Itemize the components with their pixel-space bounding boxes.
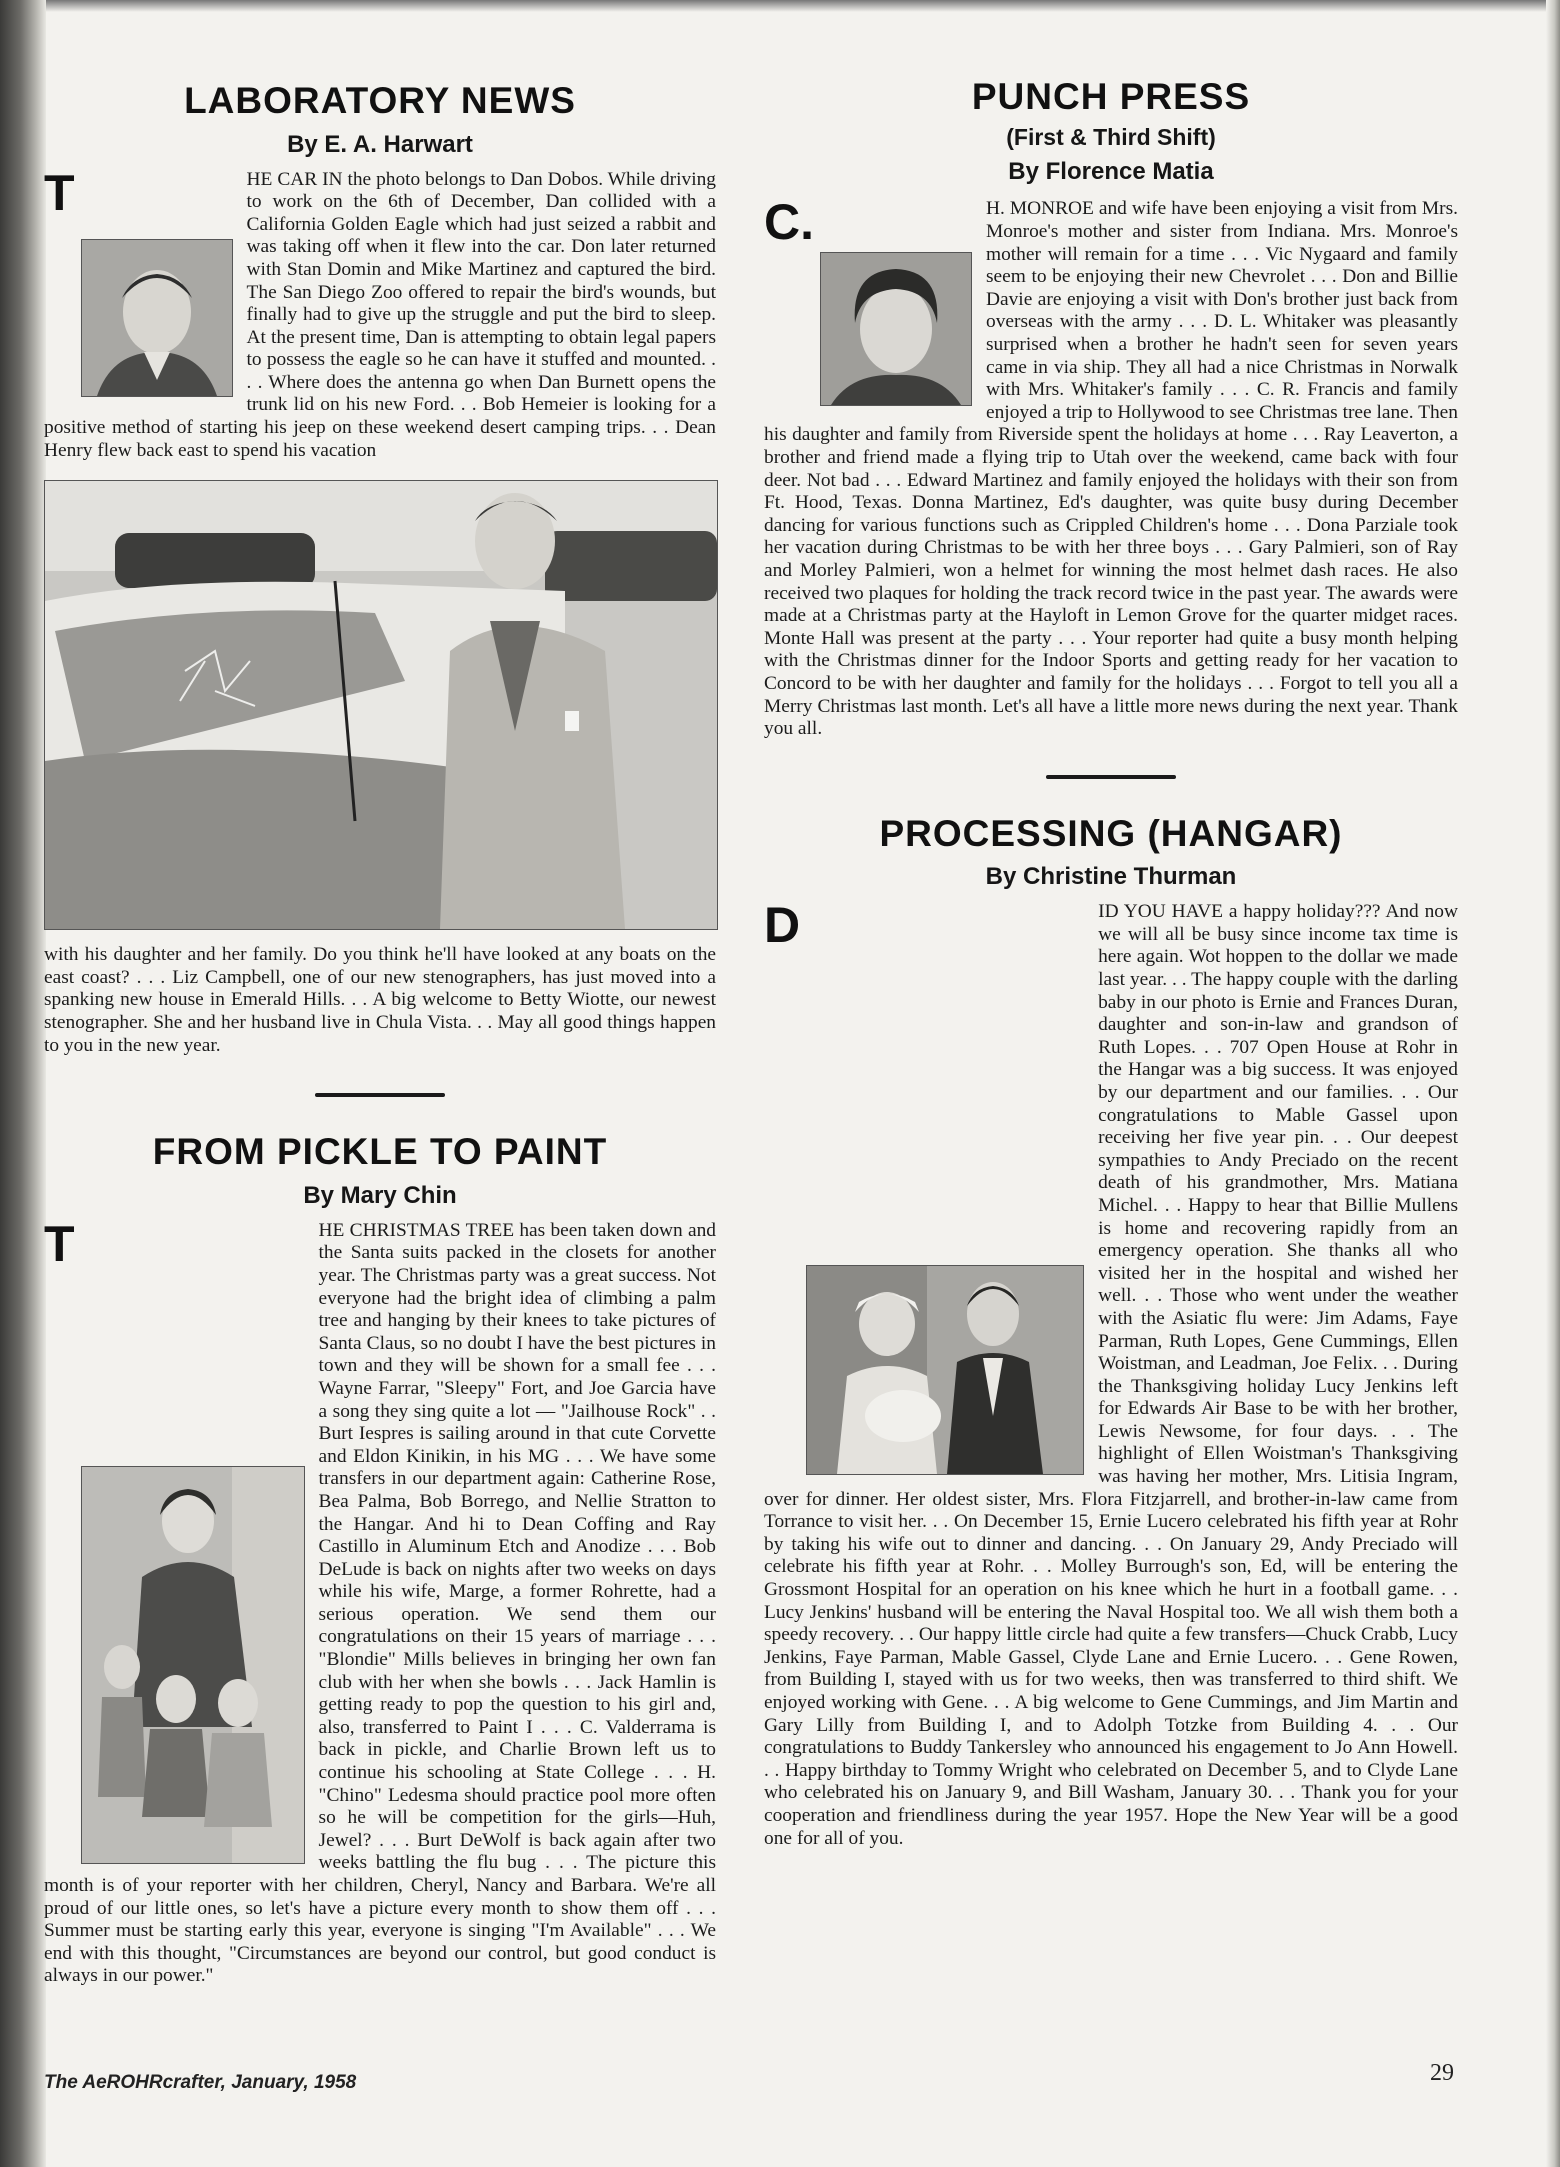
page-right-edge [1546, 0, 1560, 2167]
drop-cap: D [764, 897, 801, 954]
article-byline: By Mary Chin [303, 1181, 457, 1209]
article-text: HE CHRISTMAS TREE has been taken down and the Santa suits packed in the closets for another year. The Christmas party was a great success. Not everyone had the bright idea of climbing a palm tree and hanging by their knees to take pictures of Santa Claus, so no doubt I have the best pictures in town and they will be shown for a small fee . . . Wayne Farrar, "Sleepy" Fort, and Joe Garcia have a song they sing quite a lot — "Jailhouse Rock" . . Burt Iespres is sailing around in that cute Corvette and Eldon Kinikin, in his MG . . . We have some transfers in our department again: Catherine Rose, Bea Palma, Bob Borrego, and Nellie Stratton to the Hangar. And hi to Dean Coffing and Ray Castillo in Aluminum Etch and Anodize . . . Bob DeLude is back on nights after two weeks on days while his wife, Marge, a former Rohrette, had a serious operation. We send them our congratulations on their 15 years of marriage . . . "Blondie" Mills believes in bringing her own fan club with her when she bowls . . . Jack Hamlin is getting ready to pop the question to his girl and, also, transferred to Paint I . . . C. Valderrama is back in pickle, and Charlie Brown left us to continue his schooling at State College . . . H. "Chino" Ledesma should practice pool more often so he will be competition for the girls—Huh, Jewel? . . . Burt DeWolf is back again after two weeks battling the flu bug . . . The picture this month is of your reporter with her children, Cheryl, Nancy and Barbara. We're all proud of our little ones, so let's have a picture every month to show them off . . . Summer must be starting early this year, everyone is singing "I'm Available" . . . We end with this thought, "Circumstances are beyond our control, but good conduct is always in our power." [44, 1219, 716, 1987]
drop-cap: T [44, 164, 75, 221]
article-text: ID YOU HAVE a happy holiday??? And now we will all be busy since income tax time is here again. Wot hoppen to the dollar we made last year. . . The happy couple with the darling baby in our photo is Ernie and Frances Duran, daughter and son-in-law and grandson of Ruth Lopes. . . 707 Open House at Rohr in the Hangar was a big success. It was enjoyed by our department and our families. . . Our congratulations to Mable Gassel upon receiving her five year pin. . . Our deepest sympathies to Andy Preciado on the recent death of his grandmother, Mrs. Matiana Michel. . . Happy to hear that Billie Mullens is home and recovering rapidly from an emergency operation. She thanks all who visited her in the hospital and wished her well. . . Those who went under the weather with the Asiatic flu were: Jim Adams, Faye Parman, Ruth Lopes, Gene Cummings, Ellen Woistman, and Leadman, Joe Felix. . . During the Thanksgiving holiday Lucy Jenkins left for Edwards Air Base to be with her brother, Lewis Newsome, for four days. . . The highlight of Ellen Woistman's Thanksgiving was having her mother, Mrs. Litisia Ingram, over for dinner. Her oldest sister, Mrs. Flora Fitzjarrell, and brother-in-law came from Torrance to visit her. . . On December 15, Ernie Lucero celebrated his fifth year at Rohr by taking his wife out to dinner and dancing. . . On January 29, Andy Preciado will celebrate his fifth year at Rohr. . . Molley Burrough's son, Ed, will be entering the Grossmont Hospital for an operation on his knee which he hurt in a football game. . . Lucy Jenkins' husband will be entering the Naval Hospital too. We all wish them both a speedy recovery. . . Our happy little circle had quite a few transfers—Chuck Crabb, Lucy Jenkins, Faye Parman, Mable Gassel, Clyde Lane and Ernie Lucero. . . Gene Rowen, from Building I, stayed with us for two weeks, then was transferred to third shift. We enjoyed working with Gene. . . A big welcome to Gene Cummings, and Jim Martin and Gary Lilly from Building I, and to Adolph Totzke from Building 4. . . Our congratulations to Buddy Tankersley who announced his engagement to Jo Ann Howell. . . Happy birthday to Tommy Wright who celebrated on December 5, and to Clyde Lane who celebrated his on January 9, and Bill Washam, January 30. . . Thank you for your cooperation and friendliness during the year 1957. Hope the New Year will be a good one for all of you. [764, 901, 1458, 1849]
laboratory-news-article [44, 80, 716, 1057]
family-photo-chin [81, 1466, 305, 1864]
article-body [764, 897, 1458, 1850]
portrait-photo-harwart [81, 239, 233, 397]
article-subtitle: (First & Third Shift) [1006, 123, 1216, 150]
article-title: LABORATORY NEWS [184, 80, 576, 121]
left-column [44, 80, 716, 1988]
right-column [764, 76, 1458, 1850]
article-title: FROM PICKLE TO PAINT [152, 1131, 608, 1173]
processing-hangar-article [764, 813, 1458, 1850]
portrait-photo-matia [820, 252, 972, 406]
article-byline: By Florence Matia [1008, 158, 1214, 186]
publication-footer: The AeROHRcrafter, January, 1958 [44, 2072, 357, 2093]
article-body [44, 164, 716, 463]
article-byline: By Christine Thurman [985, 863, 1237, 891]
drop-cap: C. [764, 194, 814, 251]
punch-press-article [764, 76, 1458, 741]
article-text-part-1: HE CAR IN the photo belongs to Dan Dobos. While driving to work on the 6th of December, Dan collided with a California Golden Eagle which had just seized a rabbit and was taking off when it flew into the car. Don later returned with Stan Domin and Mike Martinez and captured the bird. The San Diego Zoo offered to repair the bird's wounds, but finally had to give up the struggle and put the bird to sleep. At the present time, Dan is attempting to obtain legal papers to possess the eagle so he can have it stuffed and mounted. . . . Where does the antenna go when Dan Burnett opens the trunk lid on his new Ford. . . Bob Hemeier is looking for a positive method of starting his jeep on these weekend desert camping trips. . . Dean Henry flew back east to spend his vacation [44, 168, 716, 461]
article-title: PUNCH PRESS [971, 76, 1251, 117]
article-byline: By E. A. Harwart [287, 130, 473, 158]
article-title: PROCESSING (HANGAR) [879, 812, 1343, 854]
drop-cap: T [44, 1215, 75, 1272]
article-text: H. MONROE and wife have been enjoying a visit from Mrs. Monroe's mother and sister from Indiana. Mrs. Monroe's mother will remain for a time . . . Vic Nygaard and family seem to be enjoying their new Chevrolet . . . Don and Billie Davie are enjoying a visit with Don's brother just back from overseas with the army . . . D. L. Whitaker was pleasantly surprised when a brother he hadn't seen for seven years came in via ship. They all had a nice Christmas in Norwalk with Mrs. Whitaker's family . . . C. R. Francis and family enjoyed a trip to Hollywood to see Christmas tree lane. Then his daughter and family from Riverside spent the holidays at home . . . Ray Leaverton, a brother and friend made a flying trip to Utah over the weekend, came back with four deer. Not bad . . . Edward Martinez and family enjoyed the holidays with their son from Ft. Hood, Texas. Donna Martinez, Ed's daughter, was quite busy during December dancing for various functions such as Crippled Children's home . . . Dona Parziale took her vacation during Christmas to be with her three boys . . . Gary Palmieri, son of Ray and Morley Palmieri, won a helmet for winning the most helmet dash races. He also received two plaques for holding the track record twice in the past year. The awards were made at a Christmas party at the Hayloft in Lemon Grove for the quarter midget races. Monte Hall was present at the party . . . Your reporter had quite a busy month helping with the Christmas dinner for the Indoor Sports and getting ready for her vacation to Concord to be with her daughter and family for the holidays . . . Forgot to tell you all a Merry Christmas last month. Let's all have a little more news during the next year. Thank you all. [764, 198, 1458, 740]
couple-with-baby-photo [806, 1265, 1084, 1475]
binding-spine [0, 0, 46, 2167]
article-body [44, 1215, 716, 1988]
page-top-edge [0, 0, 1560, 12]
pickle-to-paint-article [44, 1131, 716, 1988]
page-number: 29 [1430, 2060, 1454, 2086]
section-divider [1046, 775, 1176, 779]
article-body [764, 194, 1458, 740]
article-body-continued: with his daughter and her family. Do you think he'll have looked at any boats on the east coast? . . . Liz Campbell, one of our new stenographers, has just moved into a spanking new house in Emerald Hills. . . A big welcome to Betty Wiotte, our newest stenographer. She and her husband live in Chula Vista. . . May all good things happen to you in the new year. [44, 944, 716, 1056]
car-accident-photo [44, 480, 718, 930]
section-divider [315, 1093, 445, 1097]
